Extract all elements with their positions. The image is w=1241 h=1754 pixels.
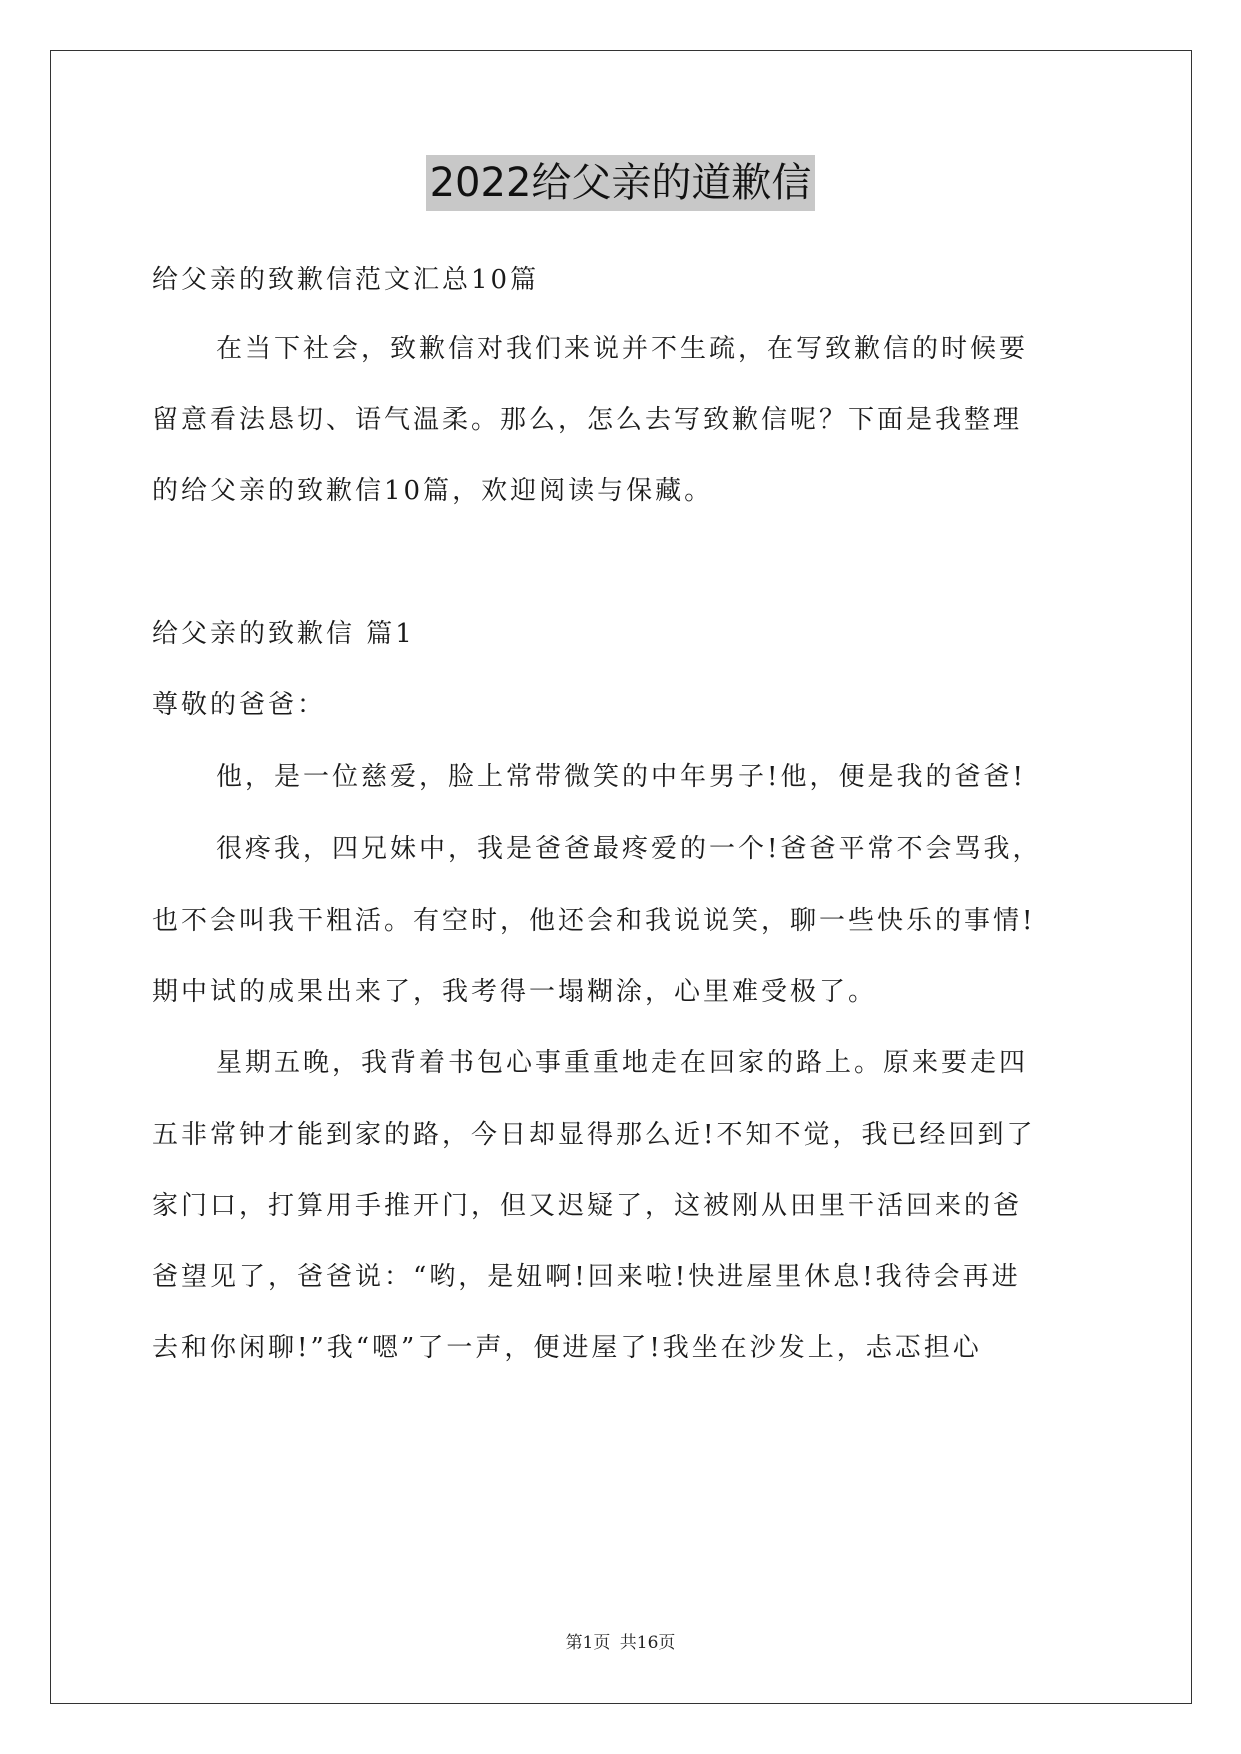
body-line: 去和你闲聊!”我“嗯”了一声，便进屋了!我坐在沙发上，忐忑担心 [152,1333,982,1363]
page-total: 共16页 [619,1633,676,1653]
section-heading: 给父亲的致歉信 篇1 [152,619,415,649]
subtitle: 给父亲的致歉信范文汇总10篇 [152,265,540,295]
body-line: 星期五晚，我背着书包心事重重地走在回家的路上。原来要走四 [216,1048,1029,1078]
body-line: 期中试的成果出来了，我考得一塌糊涂，心里难受极了。 [152,977,878,1007]
page-number: 第1页 [565,1633,611,1653]
page-border [50,50,1192,1704]
title-area [0,155,1241,211]
body-line: 爸望见了，爸爸说：“哟，是妞啊!回来啦!快进屋里休息!我待会再进 [152,1262,1021,1292]
body-line: 五非常钟才能到家的路，今日却显得那么近!不知不觉，我已经回到了 [152,1120,1036,1150]
intro-line: 留意看法恳切、语气温柔。那么，怎么去写致歉信呢？下面是我整理 [152,405,1023,435]
body-line: 家门口，打算用手推开门，但又迟疑了，这被刚从田里干活回来的爸 [152,1191,1023,1221]
document-title: 2022给父亲的道歉信 [426,155,816,211]
salutation: 尊敬的爸爸： [152,690,327,720]
intro-line: 在当下社会，致歉信对我们来说并不生疏，在写致歉信的时候要 [216,334,1029,364]
body-line: 也不会叫我干粗活。有空时，他还会和我说说笑，聊一些快乐的事情! [152,906,1036,936]
intro-line: 的给父亲的致歉信10篇，欢迎阅读与保藏。 [152,476,714,506]
page-footer [0,1628,1241,1653]
body-line: 很疼我，四兄妹中，我是爸爸最疼爱的一个!爸爸平常不会骂我， [216,834,1042,864]
body-line: 他，是一位慈爱，脸上常带微笑的中年男子!他，便是我的爸爸! [216,762,1026,792]
